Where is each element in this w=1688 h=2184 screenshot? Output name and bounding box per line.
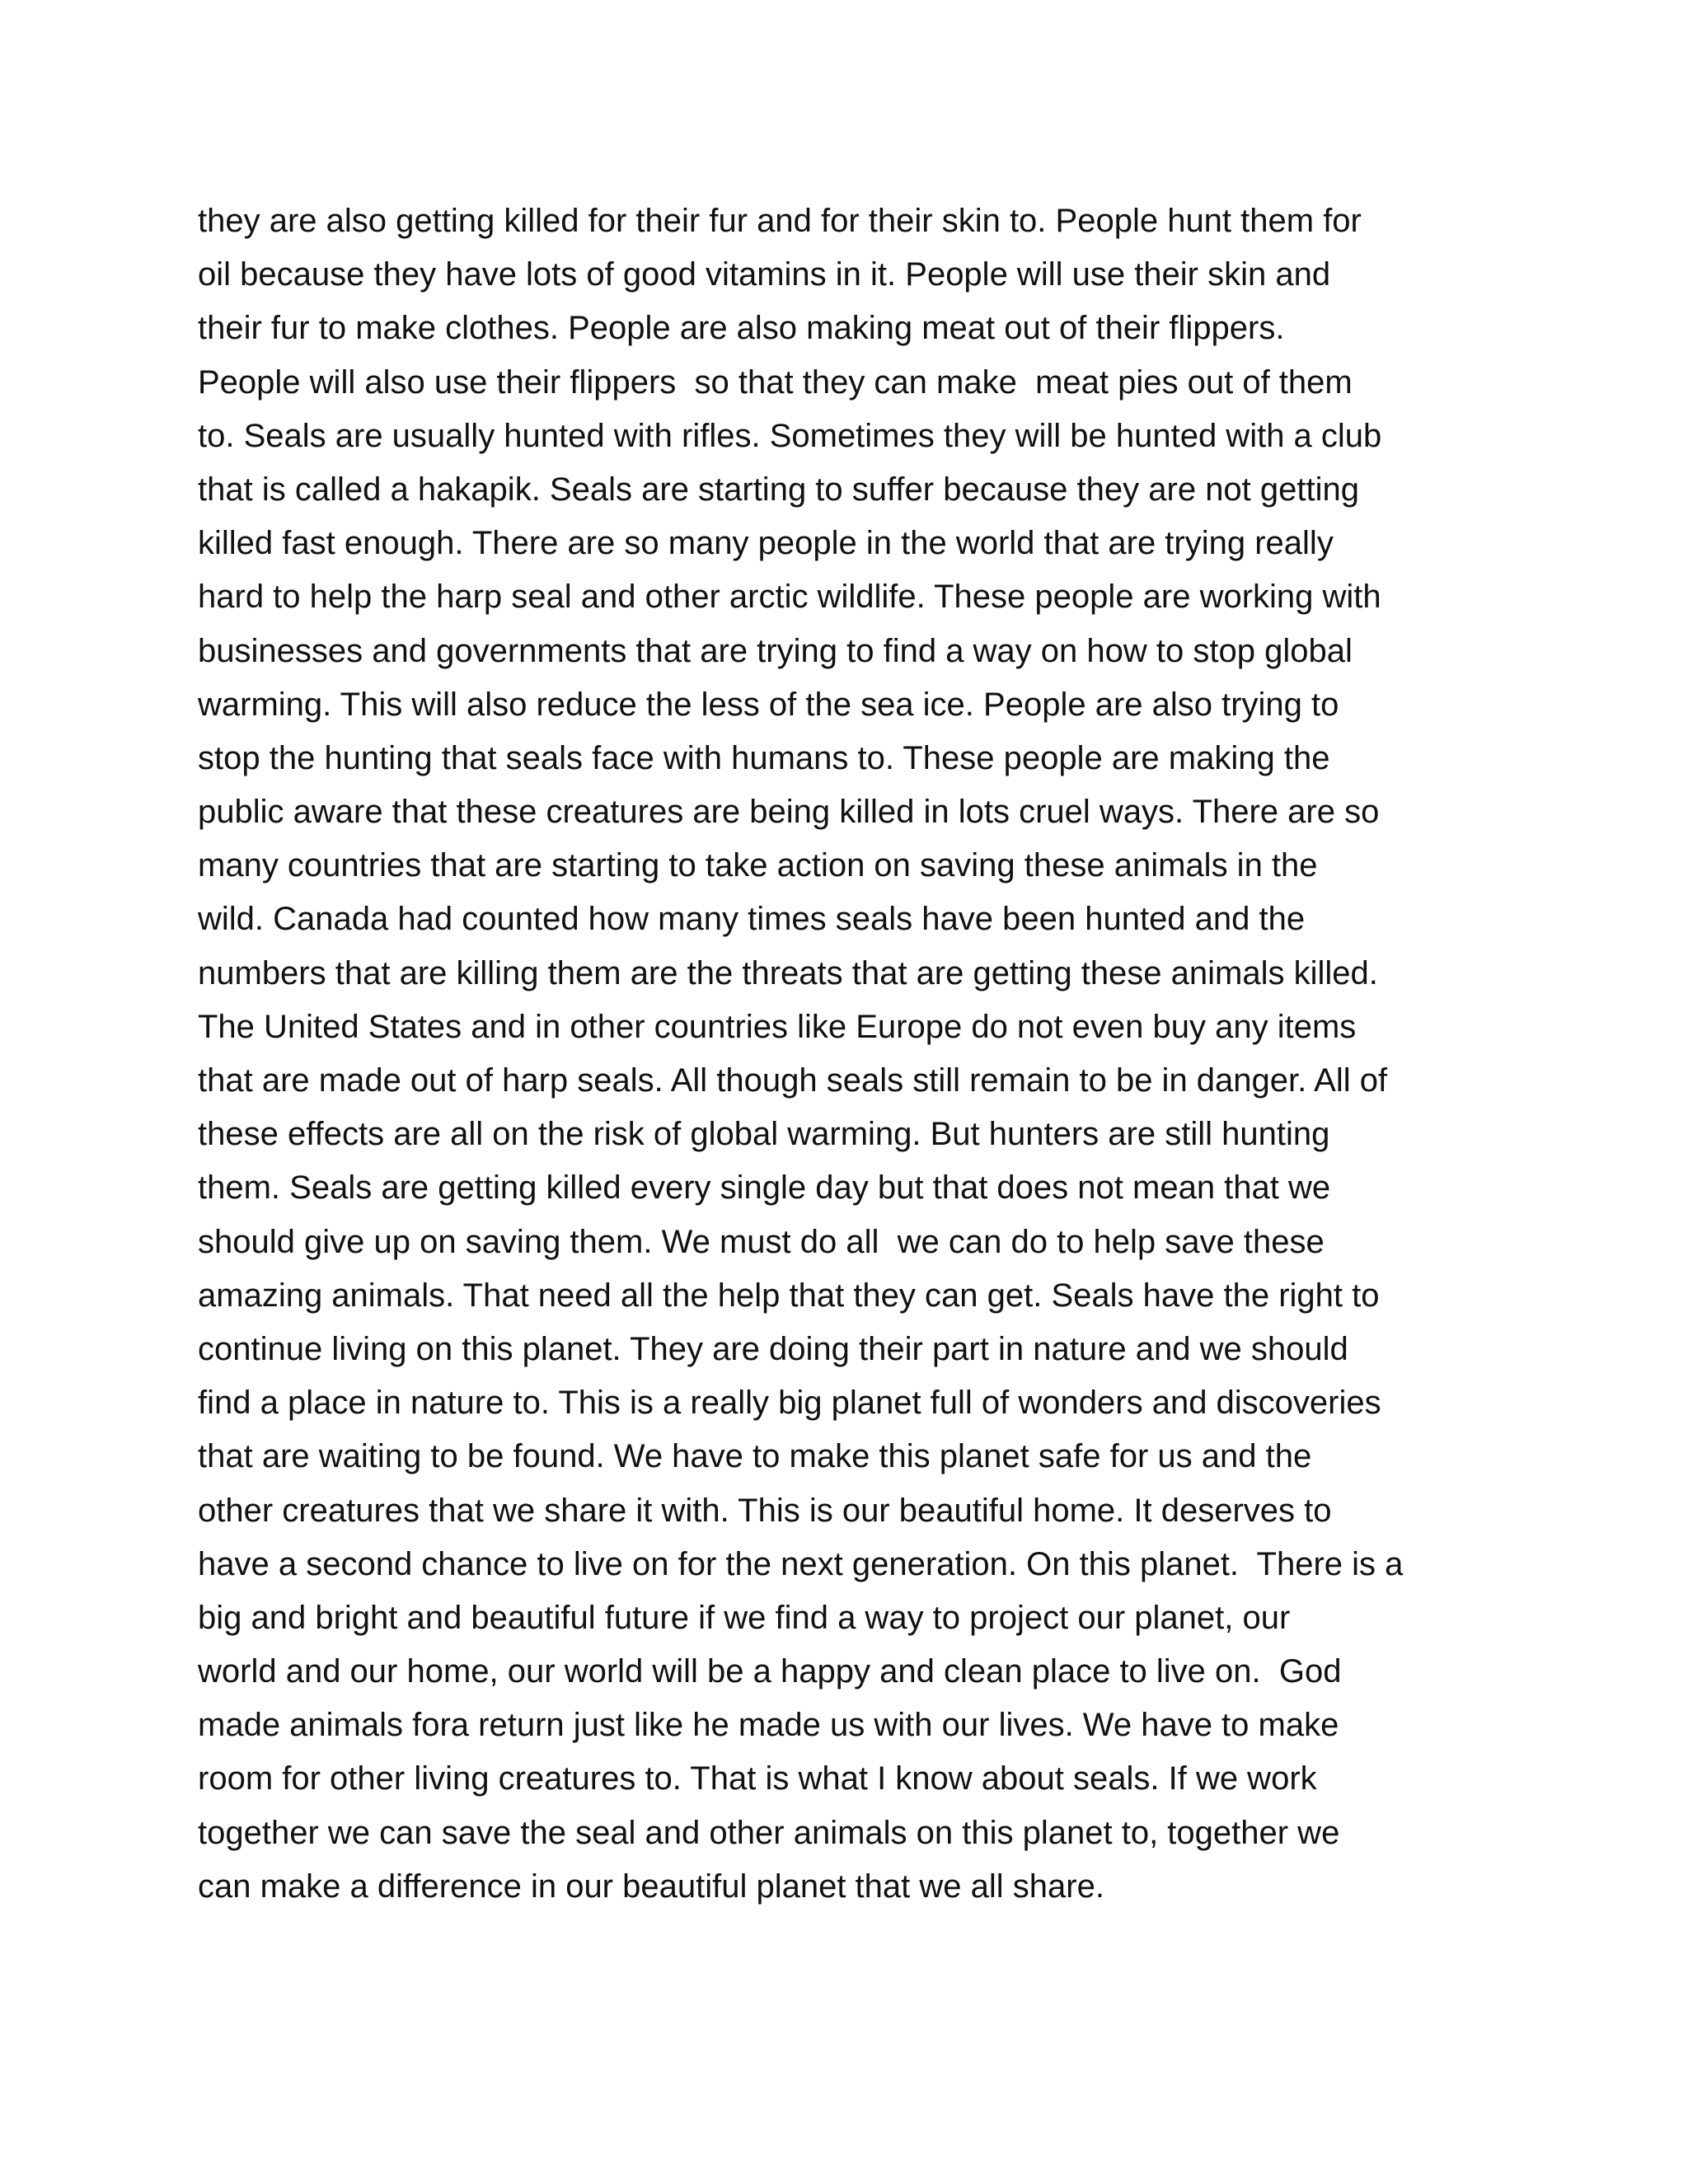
- text-line: oil because they have lots of good vitamins in it. People will use their skin and: [198, 256, 1331, 293]
- text-line: continue living on this planet. They are doing their part in nature and we should: [198, 1330, 1348, 1367]
- text-line: businesses and governments that are trying to find a way on how to stop global: [198, 632, 1353, 669]
- text-line: room for other living creatures to. That is what I know about seals. If we work: [198, 1760, 1317, 1797]
- text-line: them. Seals are getting killed every single day but that does not mean that we: [198, 1169, 1331, 1207]
- text-line: made animals fora return just like he made us with our lives. We have to make: [198, 1707, 1339, 1744]
- text-line: People will also use their flippers so that they can make meat pies out of them: [198, 363, 1353, 401]
- text-line: hard to help the harp seal and other arctic wildlife. These people are working with: [198, 579, 1381, 616]
- text-line: other creatures that we share it with. This is our beautiful home. It deserves to: [198, 1492, 1332, 1529]
- text-line: should give up on saving them. We must do all we can do to help save these: [198, 1223, 1325, 1260]
- text-line: public aware that these creatures are being killed in lots cruel ways. There are so: [198, 794, 1380, 831]
- text-line: world and our home, our world will be a happy and clean place to live on. God: [198, 1653, 1342, 1690]
- text-line: that is called a hakapik. Seals are starting to suffer because they are not getting: [198, 471, 1360, 508]
- text-line: many countries that are starting to take action on saving these animals in the: [198, 847, 1318, 884]
- text-line: their fur to make clothes. People are also making meat out of their flippers.: [198, 310, 1285, 347]
- body-text: [198, 194, 1517, 1914]
- text-line: to. Seals are usually hunted with rifles. Sometimes they will be hunted with a club: [198, 417, 1382, 454]
- text-line: killed fast enough. There are so many people in the world that are trying really: [198, 525, 1334, 562]
- text-line: stop the hunting that seals face with humans to. These people are making the: [198, 739, 1330, 776]
- text-line: warming. This will also reduce the less of the sea ice. People are also trying to: [198, 686, 1339, 723]
- text-line: big and bright and beautiful future if we find a way to project our planet, our: [198, 1599, 1291, 1636]
- text-line: together we can save the seal and other animals on this planet to, together we: [198, 1814, 1340, 1851]
- text-line: wild. Canada had counted how many times seals have been hunted and the: [198, 901, 1306, 938]
- text-line: they are also getting killed for their fur and for their skin to. People hunt them for: [198, 203, 1362, 239]
- text-line: numbers that are killing them are the threats that are getting these animals killed.: [198, 954, 1378, 991]
- text-line: find a place in nature to. This is a really big planet full of wonders and discoveries: [198, 1385, 1381, 1422]
- text-line: The United States and in other countries like Europe do not even buy any items: [198, 1008, 1357, 1045]
- text-line: amazing animals. That need all the help that they can get. Seals have the right to: [198, 1277, 1380, 1314]
- text-line: that are made out of harp seals. All though seals still remain to be in danger. All of: [198, 1062, 1388, 1099]
- text-line: these effects are all on the risk of global warming. But hunters are still hunting: [198, 1116, 1330, 1153]
- text-line: can make a difference in our beautiful planet that we all share.: [198, 1868, 1104, 1905]
- text-line: that are waiting to be found. We have to make this planet safe for us and the: [198, 1438, 1312, 1475]
- text-line: have a second chance to live on for the next generation. On this planet. There is a: [198, 1545, 1404, 1582]
